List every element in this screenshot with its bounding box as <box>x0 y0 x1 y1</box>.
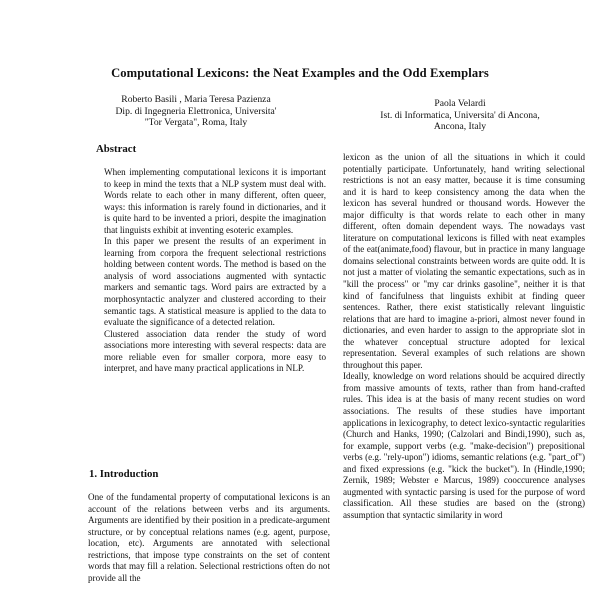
introduction-paragraph-1: One of the fundamental property of computational lexicons is an account of the relations between verbs and its arguments. Arguments are identified by their position in a predicate-argument structure, or by conceptual relations names (e.g. agent, purpose, location, etc). Arguments are annotated with selectional restrictions, that impose type constraints on the set of content words that may fill a relation. Selectional restrictions often do not provide all the <box>88 492 330 583</box>
affiliation-right-line-2: Ancona, Italy <box>433 121 487 132</box>
author-names-right: Paola Velardi <box>434 98 486 109</box>
affiliation-right-line-1: Ist. di Informatica, Universita' di Ancona, <box>380 109 540 121</box>
right-column-body <box>343 152 585 522</box>
affiliation-left-line-1: Dip. di Ingegneria Elettronica, Universita' <box>115 105 277 117</box>
abstract-paragraph-2: In this paper we present the results of an experiment in learning from corpora the frequent selectional restrictions holding between content words. The method is based on the analysis of word associations augmented with syntactic markers and semantic tags. Word pairs are extracted by a morphosyntactic analyzer and clustered according to their semantic tags. A statistical measure is applied to the data to evaluate the significance of a detected relation. <box>104 236 326 328</box>
introduction-body <box>88 492 330 584</box>
right-column-paragraph-1: lexicon as the union of all the situations in which it could potentially participate. Unfortunately, hand writing selectional restrictions is not an easy matter, because it is time consuming and it is hard to keep consistency among the data when the lexicon has several hundred or thousand words. However the major difficulty is that words relate to each other in many different, often domain dependent ways. The nowadays vast literature on computational lexicons is filled with neat examples of the eat(animate,food) flavour, but in practice in many language domains selectional constraints between words are quite odd. It is not just a matter of violating the semantic expectations, such as in "kill the process" or "my car drinks gasoline", neither it is that kind of fancifulness that linguists exhibit at finding queer sentences. Rather, there exist statistically relevant linguistic relations that are hard to imagine a-priori, almost never found in dictionaries, and even harder to assign to the appropriate slot in the whatever conceptual structure adopted for lexical representation. Several examples of such relations are shown throughout this paper. <box>343 152 585 370</box>
abstract-body <box>104 167 326 375</box>
authors-left <box>96 94 296 129</box>
affiliation-left-line-2: "Tor Vergata", Roma, Italy <box>144 117 248 128</box>
author-names-left: Roberto Basili , Maria Teresa Pazienza <box>121 94 271 105</box>
authors-right <box>360 98 560 133</box>
introduction-heading: 1. Introduction <box>89 468 159 480</box>
right-column-paragraph-2: Ideally, knowledge on word relations should be acquired directly from massive amounts of texts, rather than from hand-crafted rules. This idea is at the basis of many recent studies on word associations. The results of these studies have important applications in lexicography, to detect lexico-syntactic regularities (Church and Hanks, 1990; (Calzolari and Bindi,1990), such as, for example, support verbs (e.g. "make-decision") prepositional verbs (e.g. "rely-upon") idioms, semantic relations (e.g. "part_of") and fixed expressions (e.g. "kick the bucket"). In (Hindle,1990; Zernik, 1989; Webster e Marcus, 1989) cooccurence analyses augmented with syntactic parsing is used for the purpose of word classification. All these studies are based on the (strong) assumption that syntactic similarity in word <box>343 371 585 520</box>
abstract-paragraph-1: When implementing computational lexicons it is important to keep in mind the texts that a NLP system must deal with. Words relate to each other in many different, often queer, ways: this information is rarely found in dictionaries, and it is quite hard to be invented a priori, despite the imagination that linguists exhibit at inventing esoteric examples. <box>104 167 326 235</box>
abstract-paragraph-3: Clustered association data render the study of word associations more interesting with several respects: data are more reliable even for smaller corpora, more easy to interpret, and have many practical applications in NLP. <box>104 328 326 374</box>
abstract-heading: Abstract <box>96 143 137 155</box>
paper-title: Computational Lexicons: the Neat Examples and the Odd Exemplars <box>111 66 489 80</box>
